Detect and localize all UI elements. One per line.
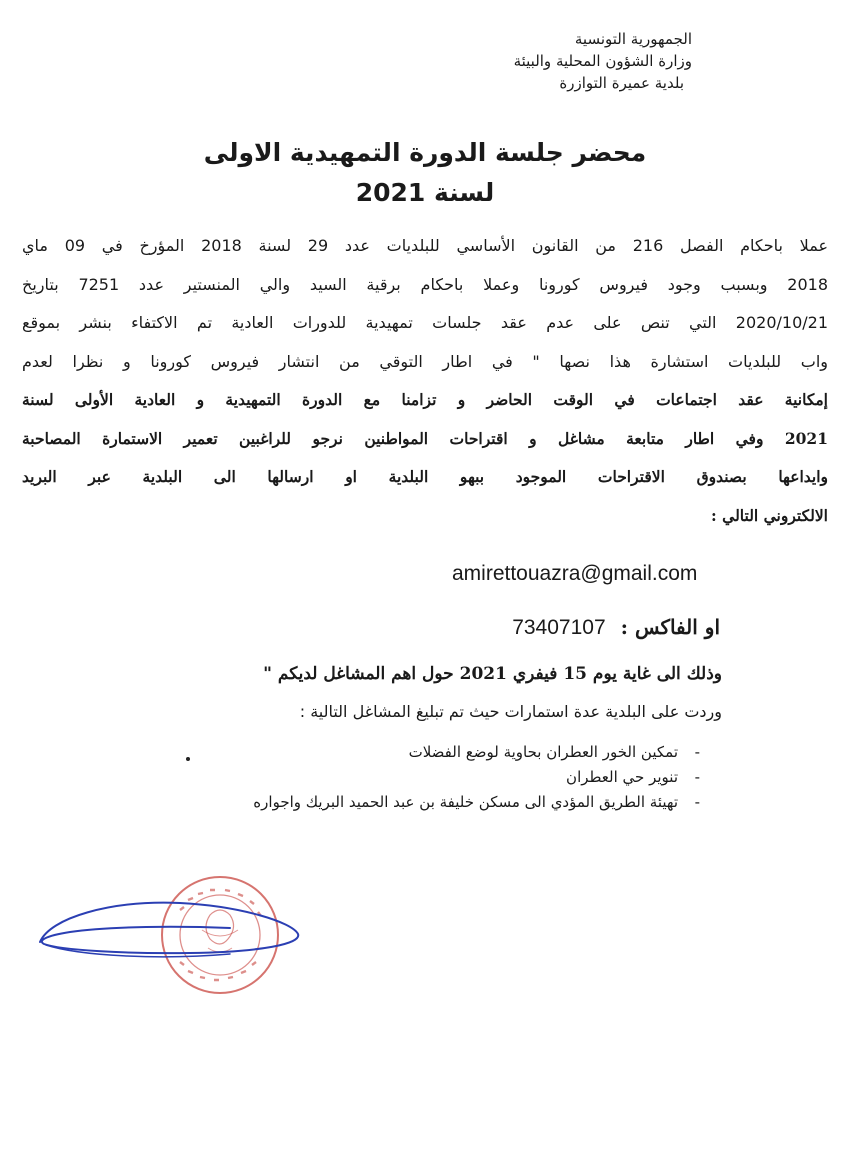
stamp-and-signature — [30, 870, 330, 1000]
body-line: 2020/10/21 التي تنص على عدم عقد جلسات تمهيدية للدورات العادية تم الاكتفاء بنشر بموقع — [22, 313, 828, 332]
fax-label: او الفاكس : — [620, 615, 720, 639]
body-line: 2018 وبسبب وجود فيروس كورونا وعملا باحكام برقية السيد والي المنستير عدد 7251 بتاريخ — [22, 274, 828, 294]
title-line-2: لسنة 2021 — [355, 178, 495, 207]
fax-number: 73407107 — [512, 616, 606, 639]
body-line: 2021 وفي اطار متابعة مشاغل و اقتراحات المواطنين نرجو للراغبين تعمير الاستمارة المصاحبة — [22, 428, 828, 448]
body-line: الالكتروني التالي : — [711, 505, 828, 525]
concerns-list — [253, 740, 700, 815]
list-item: - تهيئة الطريق المؤدي الى مسكن خليفة بن عبد الحميد البريك واجواره — [253, 790, 700, 815]
letterhead-republic: الجمهورية التونسية — [574, 30, 692, 48]
official-stamp — [162, 877, 278, 993]
document-title — [0, 133, 850, 213]
received-text: وردت على البلدية عدة استمارات حيث تم تبليغ المشاغل التالية : — [299, 702, 722, 721]
contact-email: amirettouazra@gmail.com — [452, 562, 698, 585]
letterhead — [432, 28, 692, 94]
deadline-text: وذلك الى غاية يوم 15 فيفري 2021 حول اهم المشاغل لديكم " — [263, 664, 722, 684]
body-line: وايداعها بصندوق الاقتراحات الموجود ببهو البلدية او ارسالها الى البلدية عبر البريد — [22, 467, 828, 486]
letterhead-municipality: بلدية عميرة التوازرة — [559, 74, 684, 92]
body-paragraph — [22, 227, 828, 535]
list-item: - تنوير حي العطران — [253, 765, 700, 790]
fax-line — [512, 615, 720, 640]
body-line: عملا باحكام الفصل 216 من القانون الأساسي للبلديات عدد 29 لسنة 2018 المؤرخ في 09 ماي — [22, 236, 828, 255]
letterhead-ministry: وزارة الشؤون المحلية والبيئة — [513, 52, 692, 70]
body-line: إمكانية عقد اجتماعات في الوقت الحاضر و تزامنا مع الدورة التمهيدية و العادية الأولى لسنة — [22, 390, 828, 409]
title-line-1: محضر جلسة الدورة التمهيدية الاولى — [203, 138, 647, 167]
list-item: - تمكين الخور العطران بحاوية لوضع الفضلات — [253, 740, 700, 765]
body-line: واب للبلديات استشارة هذا نصها " في اطار التوقي من انتشار فيروس كورونا و نظرا لعدم — [22, 351, 828, 371]
stray-dot — [186, 757, 190, 761]
